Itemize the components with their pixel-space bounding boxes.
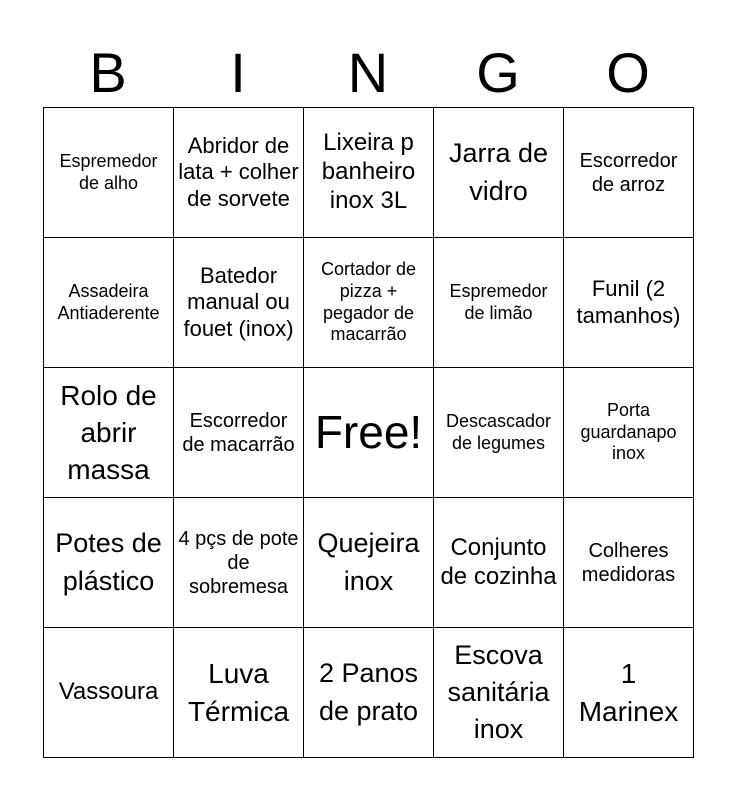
bingo-cell[interactable]: Escova sanitária inox [434, 628, 564, 758]
bingo-cell[interactable]: Jarra de vidro [434, 108, 564, 238]
bingo-cell[interactable]: Abridor de lata + colher de sorvete [174, 108, 304, 238]
header-letter-b: B [89, 41, 127, 104]
bingo-cell[interactable]: Batedor manual ou fouet (inox) [174, 238, 304, 368]
grid-row-4 [44, 498, 694, 628]
bingo-cell[interactable]: Espremedor de limão [434, 238, 564, 368]
header-letter-n: N [347, 41, 389, 104]
grid-row-1 [44, 108, 694, 238]
bingo-cell[interactable]: Quejeira inox [304, 498, 434, 628]
bingo-cell[interactable]: Rolo de abrir massa [44, 368, 174, 498]
header-letter-i: I [230, 41, 246, 104]
bingo-cell[interactable]: Luva Térmica [174, 628, 304, 758]
bingo-cell[interactable]: 1 Marinex [564, 628, 694, 758]
bingo-cell[interactable]: Vassoura [44, 628, 174, 758]
bingo-cell[interactable]: 2 Panos de prato [304, 628, 434, 758]
grid-row-2 [44, 238, 694, 368]
bingo-cell[interactable]: Descascador de legumes [434, 368, 564, 498]
grid-row-5 [44, 628, 694, 758]
free-space-cell[interactable]: Free! [304, 368, 434, 498]
bingo-cell[interactable]: Porta guardanapo inox [564, 368, 694, 498]
bingo-cell[interactable]: Escorredor de macarrão [174, 368, 304, 498]
bingo-header [43, 38, 693, 108]
header-letter-o: O [606, 41, 650, 104]
bingo-cell[interactable]: Colheres medidoras [564, 498, 694, 628]
bingo-cell[interactable]: Potes de plástico [44, 498, 174, 628]
bingo-cell[interactable]: Lixeira p banheiro inox 3L [304, 108, 434, 238]
header-letter-g: G [476, 41, 520, 104]
bingo-cell[interactable]: 4 pçs de pote de sobremesa [174, 498, 304, 628]
bingo-cell[interactable]: Funil (2 tamanhos) [564, 238, 694, 368]
bingo-cell[interactable]: Assadeira Antiaderente [44, 238, 174, 368]
bingo-cell[interactable]: Cortador de pizza + pegador de macarrão [304, 238, 434, 368]
bingo-card-grid [43, 107, 694, 758]
bingo-cell[interactable]: Conjunto de cozinha [434, 498, 564, 628]
bingo-cell[interactable]: Escorredor de arroz [564, 108, 694, 238]
bingo-cell[interactable]: Espremedor de alho [44, 108, 174, 238]
grid-row-3 [44, 368, 694, 498]
